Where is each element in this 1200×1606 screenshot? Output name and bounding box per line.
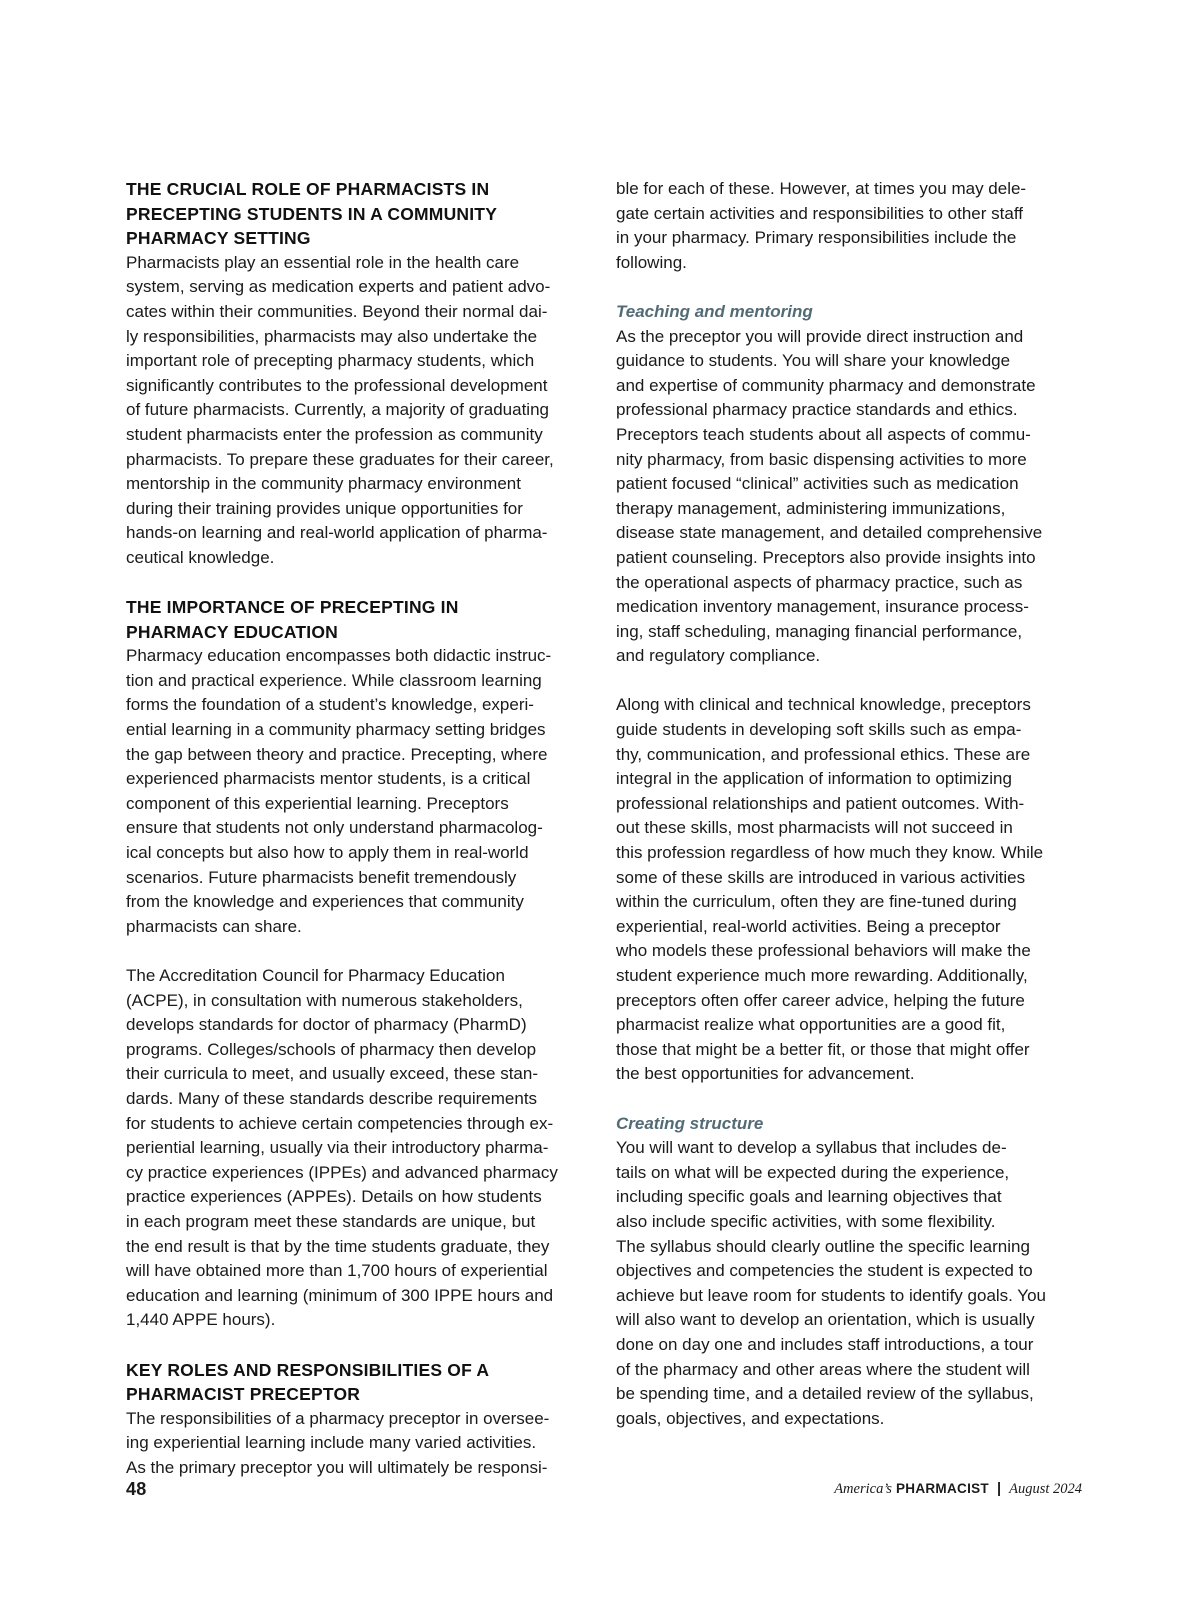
body-structure: You will want to develop a syllabus that includes de- tails on what will be expected during the experience, including specific goals and learning objectives that also include specific activities, with some flexibility. The syllabus should clearly outline the specific learning objectives and competencies the student is expected to achieve but leave room for students to identify goals. You will also want to develop an orientation, which is usually done on day one and includes staff introductions, a tour of the pharmacy and other areas where the student will be spending time, and a detailed review of the syllabus, goals, objectives, and expectations. (616, 1138, 1046, 1428)
section-body-importance: Pharmacy education encompasses both didactic instruc- tion and practical experience. While classroom learning forms the foundation of a student’s knowledge, experi- ential learning in a community pharmacy setting bridges the gap between theory and practice. Precepting, where experienced pharmacists mentor students, is a critical component of this experiential learning. Preceptors ensure that students not only understand pharmacolog- ical concepts but also how to apply them in real-world scenarios. Future pharmacists benefit tremendously from the knowledge and experiences that community pharmacists can share. (126, 646, 552, 936)
continuation-paragraph: ble for each of these. However, at times you may dele- gate certain activities and responsibilities to other staff in your pharmacy. Primary responsibilities include the following. (616, 179, 1027, 272)
publication-name: PHARMACIST (895, 1481, 989, 1496)
right-column (616, 177, 1094, 1431)
page-number: 48 (126, 1479, 147, 1499)
section-heading-crucial-role: THE CRUCIAL ROLE OF PHARMACISTS IN PRECEPTING STUDENTS IN A COMMUNITY PHARMACY SETTING (126, 179, 498, 249)
masthead-separator: | (997, 1481, 1002, 1497)
subheading-structure: Creating structure (616, 1113, 764, 1133)
body-soft-skills: Along with clinical and technical knowledge, preceptors guide students in developing soft skills such as empa- thy, communication, and professional ethics. These are integral in the application of information to optimizing professional relationships and patient outcomes. With- out these skills, most pharmacists will not succeed in this profession regardless of how much they know. While some of these skills are introduced in various activities within the curriculum, often they are fine-tuned during experiential, real-world activities. Being a preceptor who models these professional behaviors will make the student experience much more rewarding. Additionally, preceptors often offer career advice, helping the future pharmacist realize what opportunities are a good fit, those that might be a better fit, or those that might offer the best opportunities for advancement. (616, 695, 1044, 1084)
body-teaching: As the preceptor you will provide direct instruction and guidance to students. You will share your knowledge and expertise of community pharmacy and demonstrate professional pharmacy practice standards and ethics. Preceptors teach students about all aspects of commu- nity pharmacy, from basic dispensing activities to more patient focused “clinical” activities such as medication therapy management, administering immunizations, disease state management, and detailed comprehensive patient counseling. Preceptors also provide insights into the operational aspects of pharmacy practice, such as medication inventory management, insurance process- ing, staff scheduling, managing financial performance, and regulatory compliance. (616, 326, 1043, 666)
subheading-teaching: Teaching and mentoring (616, 301, 813, 321)
section-body-key-roles: The responsibilities of a pharmacy preceptor in oversee- ing experiential learning include many varied activities. As the primary preceptor you will ultimately be responsi- (126, 1408, 550, 1477)
page-footer (126, 1479, 1082, 1503)
publication-masthead (834, 1481, 1082, 1498)
section-body-crucial-role: Pharmacists play an essential role in the health care system, serving as medication experts and patient advo- cates within their communities. Beyond their normal dai- ly responsibilities, pharmacists may also undertake the important role of precepting pharmacy students, which significantly contributes to the professional development of future pharmacists. Currently, a majority of graduating student pharmacists enter the profession as community pharmacists. To prepare these graduates for their career, mentorship in the community pharmacy environment during their training provides unique opportunities for hands-on learning and real-world application of pharma- ceutical knowledge. (126, 252, 554, 567)
section-body-acpe: The Accreditation Council for Pharmacy Education (ACPE), in consultation with numerous stakeholders, develops standards for doctor of pharmacy (PharmD) programs. Colleges/schools of pharmacy then develop their curricula to meet, and usually exceed, these stan- dards. Many of these standards describe requirements for students to achieve certain competencies through ex- periential learning, usually via their introductory pharma- cy practice experiences (IPPEs) and advanced pharmacy practice experiences (APPEs). Details on how students in each program meet these standards are unique, but the end result is that by the time students graduate, they will have obtained more than 1,700 hours of experiential education and learning (minimum of 300 IPPE hours and 1,440 APPE hours). (126, 966, 558, 1330)
section-heading-key-roles: KEY ROLES AND RESPONSIBILITIES OF A PHARMACIST PRECEPTOR (126, 1359, 490, 1405)
section-heading-importance: THE IMPORTANCE OF PRECEPTING IN PHARMACY EDUCATION (126, 597, 459, 642)
left-column (126, 177, 601, 1480)
issue-date: August 2024 (1009, 1481, 1082, 1497)
publication-prefix: America’s (834, 1481, 892, 1497)
